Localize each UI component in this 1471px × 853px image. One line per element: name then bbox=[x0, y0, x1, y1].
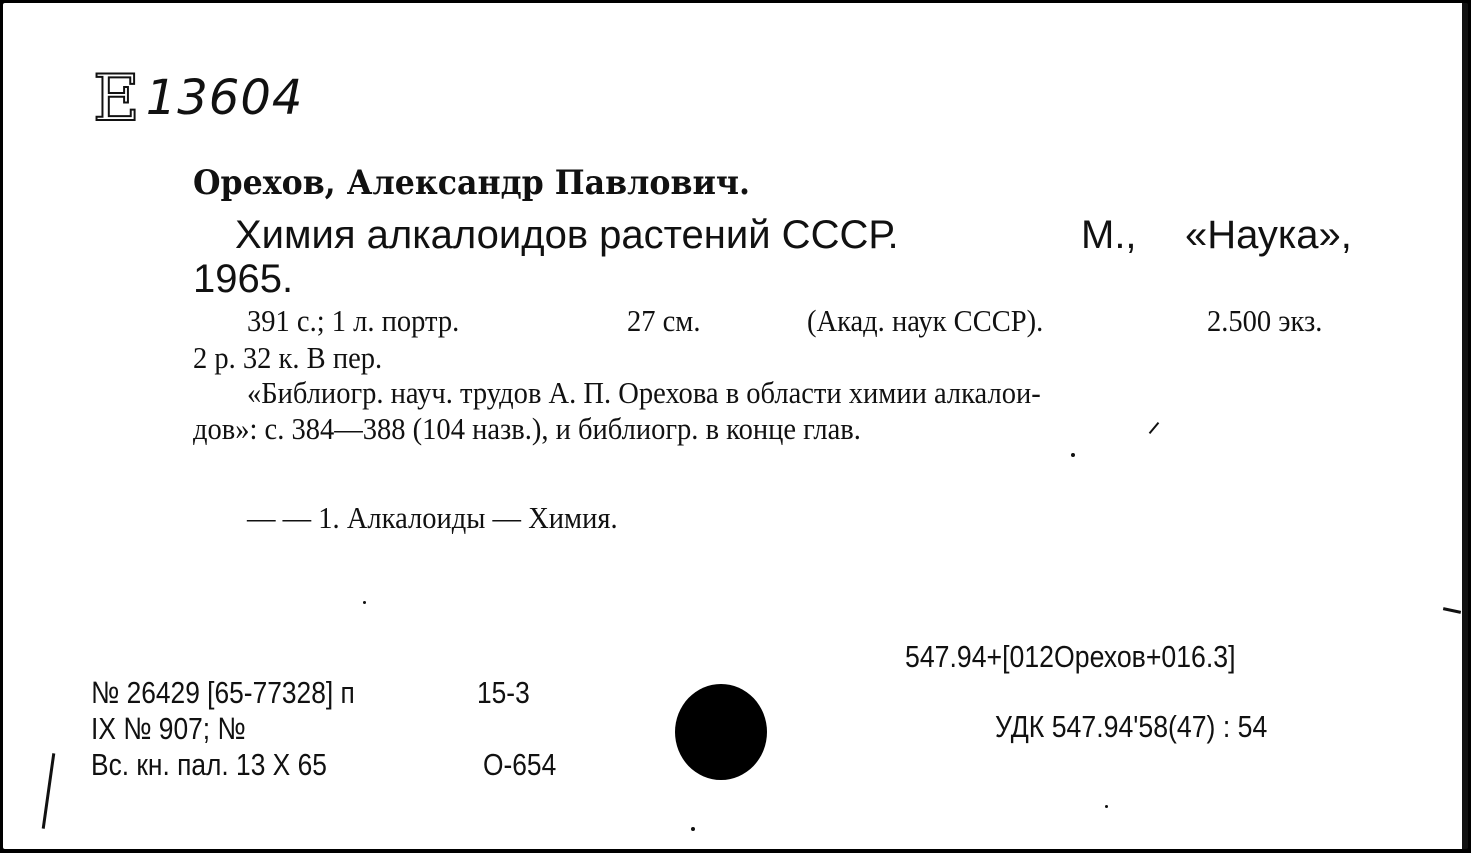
edge-mark bbox=[1443, 607, 1461, 614]
ink-tick bbox=[1149, 422, 1160, 434]
ink-dot bbox=[363, 601, 366, 604]
title-line: Химия алкалоидов растений СССР. bbox=[235, 213, 899, 257]
catalog-card bbox=[3, 3, 1468, 849]
card-punch-hole bbox=[675, 684, 767, 780]
record-code: 15-3 bbox=[477, 675, 530, 710]
size-info: 27 см. bbox=[627, 303, 701, 338]
author-heading: Орехов, Александр Павлович. bbox=[193, 163, 751, 203]
bbk-index: 547.94+[012Орехов+016.3] bbox=[905, 639, 1236, 674]
record-volume: IX № 907; № bbox=[91, 711, 246, 746]
record-order: О-654 bbox=[483, 747, 557, 782]
imprint-place: М., bbox=[1081, 213, 1137, 257]
udc-index: УДК 547.94'58(47) : 54 bbox=[995, 709, 1268, 744]
ink-dot bbox=[691, 827, 695, 831]
pencil-mark bbox=[42, 753, 56, 829]
record-number: № 26429 [65-77328] п bbox=[91, 675, 355, 710]
ink-dot bbox=[1071, 453, 1075, 457]
imprint-year: 1965. bbox=[193, 257, 294, 301]
price-info: 2 р. 32 к. В пер. bbox=[193, 340, 383, 375]
subject-heading: — — 1. Алкалоиды — Химия. bbox=[247, 500, 618, 535]
series-info: (Акад. наук СССР). bbox=[807, 303, 1044, 338]
call-number-letter: E bbox=[93, 62, 140, 136]
ink-dot bbox=[1105, 805, 1108, 808]
record-chamber: Вс. кн. пал. 13 X 65 bbox=[91, 747, 327, 782]
call-number-value: 13604 bbox=[145, 70, 304, 126]
call-number bbox=[93, 62, 304, 136]
bibliography-note-line2: дов»: с. 384—388 (104 назв.), и библиогр. в конце глав. bbox=[193, 411, 861, 446]
copies-info: 2.500 экз. bbox=[1207, 303, 1323, 338]
pages-info: 391 с.; 1 л. портр. bbox=[247, 303, 460, 338]
imprint-publisher: «Наука», bbox=[1185, 213, 1352, 257]
bibliography-note-line1: «Библиогр. науч. трудов А. П. Орехова в области химии алкалои- bbox=[247, 375, 1041, 410]
